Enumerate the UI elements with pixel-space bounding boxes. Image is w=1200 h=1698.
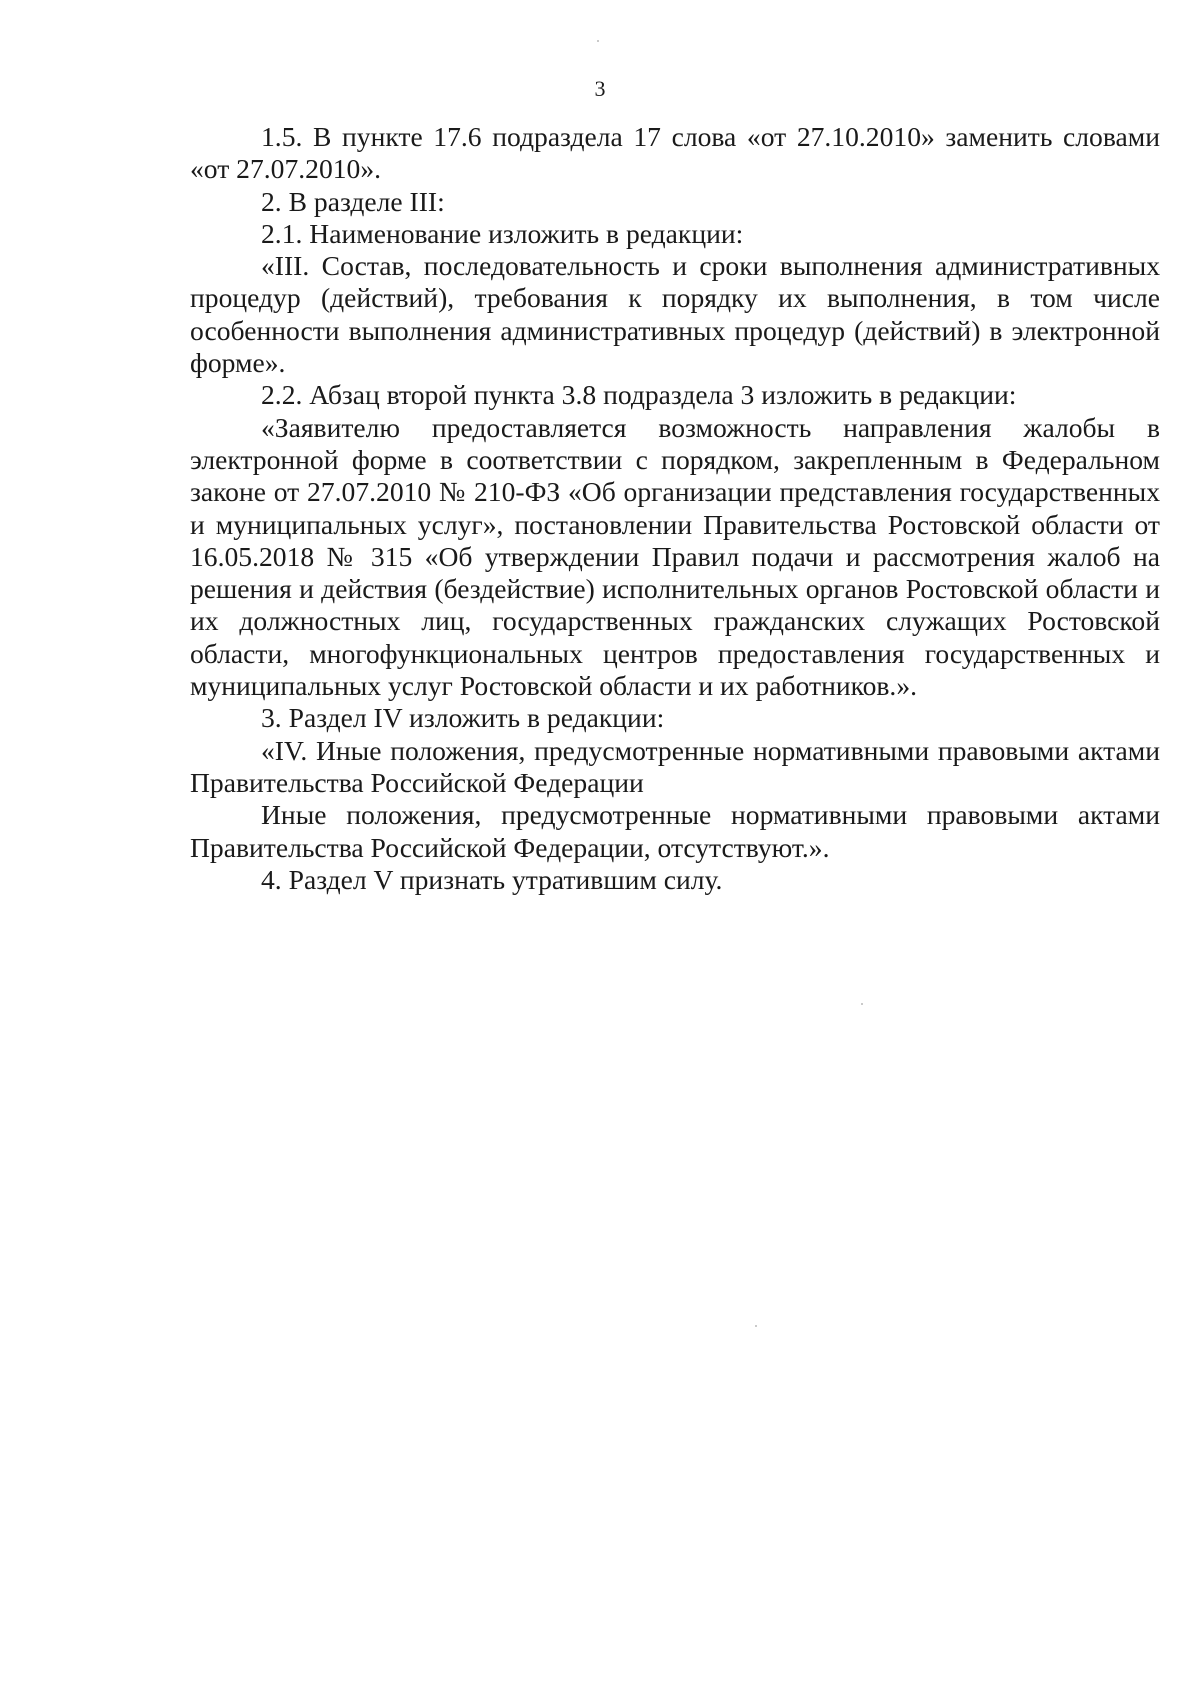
scan-speck [597,40,599,42]
paragraph-complaint-text: «Заявителю предоставляется возможность направления жалобы в электронной форме в соответствии с порядком, закрепленным в Федеральном законе от 27.07.2010 № 210-ФЗ «Об организации представления государственных и муниципальных услуг», постановлении Правительства Ростовской области от 16.05.2018 № 315 «Об утверждении Правил подачи и рассмотрения жалоб на решения и действия (бездействие) исполнительных органов Ростовской области и их должностных лиц, государственных гражданских служащих Ростовской области, многофункциональных центров предоставления государственных и муниципальных услуг Ростовской области и их работников.». [190,411,1160,702]
scan-speck [755,1325,757,1327]
page-number: 3 [594,76,606,101]
scan-speck [861,1003,863,1005]
paragraph-2-1: 2.1. Наименование изложить в редакции: [261,217,744,249]
paragraph-section-3-title: «III. Состав, последовательность и сроки выполнения административных процедур (действий), требования к порядку их выполнения, в том числе особенности выполнения административных процедур (действий) в электронной форме». [190,250,1160,379]
paragraph-3: 3. Раздел IV изложить в редакции: [261,702,665,734]
paragraph-4: 4. Раздел V признать утратившим силу. [261,863,723,895]
paragraph-2-2: 2.2. Абзац второй пункта 3.8 подраздела 3 изложить в редакции: [261,379,1017,411]
paragraph-1-5: 1.5. В пункте 17.6 подраздела 17 слова «от 27.10.2010» заменить словами «от 27.07.2010». [190,121,1160,185]
paragraph-section-4-text: Иные положения, предусмотренные нормативными правовыми актами Правительства Российской Федерации, отсутствуют.». [190,799,1160,863]
paragraph-section-4-title: «IV. Иные положения, предусмотренные нормативными правовыми актами Правительства Российской Федерации [190,734,1160,798]
paragraph-2: 2. В разделе III: [261,185,445,217]
document-body [190,121,1160,896]
